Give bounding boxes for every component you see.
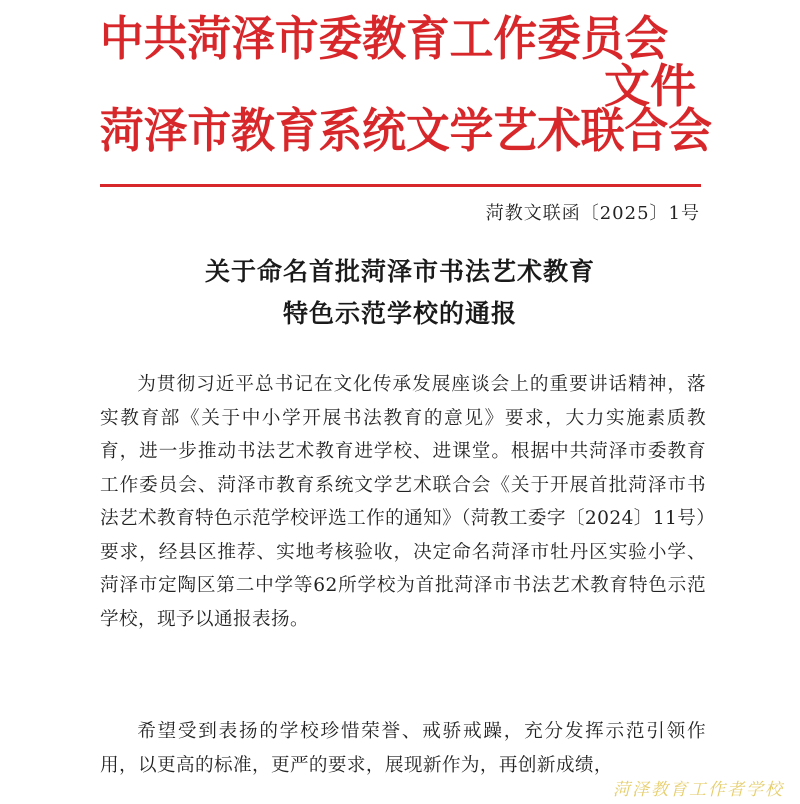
document-number: 菏教文联函〔2025〕1号 [485,203,700,224]
issuer-line-2: 菏泽市教育系统文学艺术联合会 [100,104,712,159]
red-divider-line [100,184,701,187]
watermark-text: 菏泽教育工作者学校 [613,780,784,800]
document-title-line-1: 关于命名首批菏泽市书法艺术教育 [204,257,595,286]
document-type-label: 文件 [604,59,696,113]
document-title-line-2: 特色示范学校的通报 [282,299,517,328]
body-paragraph-2: 希望受到表扬的学校珍惜荣誉、戒骄戒躁，充分发挥示范引领作用，以更高的标准，更严的要求，展现新作为，再创新成绩， [100,721,706,776]
issuer-line-1: 中共菏泽市委教育工作委员会 [100,12,669,67]
body-paragraph-1: 为贯彻习近平总书记在文化传承发展座谈会上的重要讲话精神，落实教育部《关于中小学开展书法教育的意见》要求，大力实施素质教育，进一步推动书法艺术教育进学校、进课堂。根据中共菏泽市委教育工作委员会、菏泽市教育系统文学艺术联合会《关于开展首批菏泽市书法艺术教育特色示范学校评选工作的通知》（菏教工委字〔2024〕11号）要求，经县区推荐、实地考核验收，决定命名菏泽市牡丹区实验小学、菏泽市定陶区第二中学等62所学校为首批菏泽市书法艺术教育特色示范学校，现予以通报表扬。 [100,374,706,630]
